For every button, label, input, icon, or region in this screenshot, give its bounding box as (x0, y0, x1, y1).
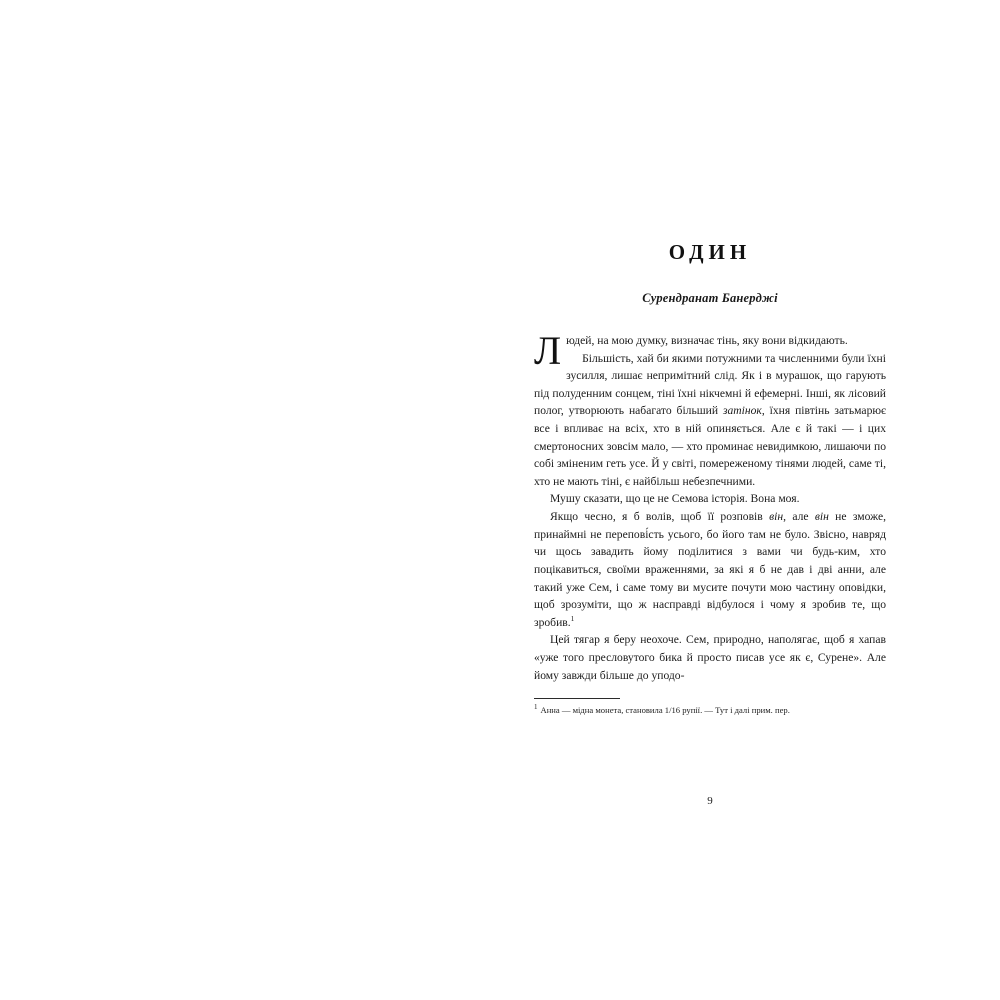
page-sheet (500, 240, 920, 830)
paragraph-4-text: Якщо чесно, я б волів, щоб її розповів він, але він не зможе, принаймні не перепові́сть усього, бо його там не було. Звісно, навряд чи щось завадить йому поділитися з вами чи будь-ким, хто поцікавиться, своїми враженнями, за які я б не дав і дві анни, але такий уже Сем, і саме тому ви мусите почути мою частину оповідки, щоб зрозуміти, що ж насправді відбулося і чому я зробив те, що зробив. (534, 510, 887, 629)
body-text-column (534, 328, 887, 684)
chapter-author: Сурендранат Банерджі (642, 291, 778, 305)
chapter-title: ОДИН (668, 240, 752, 264)
footnote-separator-rule (534, 698, 620, 699)
footnote-reference: 1 (570, 613, 575, 623)
paragraph-2 (534, 350, 886, 491)
paragraph-1-text: юдей, на мою думку, визначає тінь, яку вони відкидають. (566, 334, 848, 347)
paragraph-1 (534, 328, 886, 373)
page-number: 9 (707, 795, 713, 807)
paragraph-2-text: Більшість, хай би якими потужними та численними були їхні зусилля, лишає непримітний слід. Як і в мурашок, що гарують під полуденним сонцем, тіні їхні нікчемні й ефемерні. Інші, як лісовий полог, утворюють набагато більший затінок, їхня півтінь затьмарює все і впливає на всіх, хто в ній опиняється. Але є й такі — і цих смертоносних зовсім мало, — хто проминає невидимкою, лишаючи по собі зміненим геть усе. Й у світі, помереженому тінями людей, саме ті, хто не мають тіні, є найбільш небезпечними. (534, 351, 887, 488)
paragraph-3-text: Мушу сказати, що це не Семова історія. Вона моя. (550, 492, 800, 506)
paragraph-3 (534, 490, 886, 508)
paragraph-4 (534, 508, 886, 631)
footnote-area (534, 698, 886, 716)
drop-cap: Л (534, 328, 562, 373)
footnote-text (534, 704, 886, 716)
paragraph-5-text: Цей тягар я беру неохоче. Сем, природно, наполягає, щоб я хапав «уже того пресловутого бика й просто писав усе як є, Сурене». Але йому завжди більше до уподо- (534, 633, 886, 682)
footnote-body: Анна — мідна монета, становила 1/16 рупії. — Тут і далі прим. пер. (540, 705, 790, 716)
paragraph-5 (534, 631, 886, 684)
footnote-marker: 1 (534, 703, 538, 712)
